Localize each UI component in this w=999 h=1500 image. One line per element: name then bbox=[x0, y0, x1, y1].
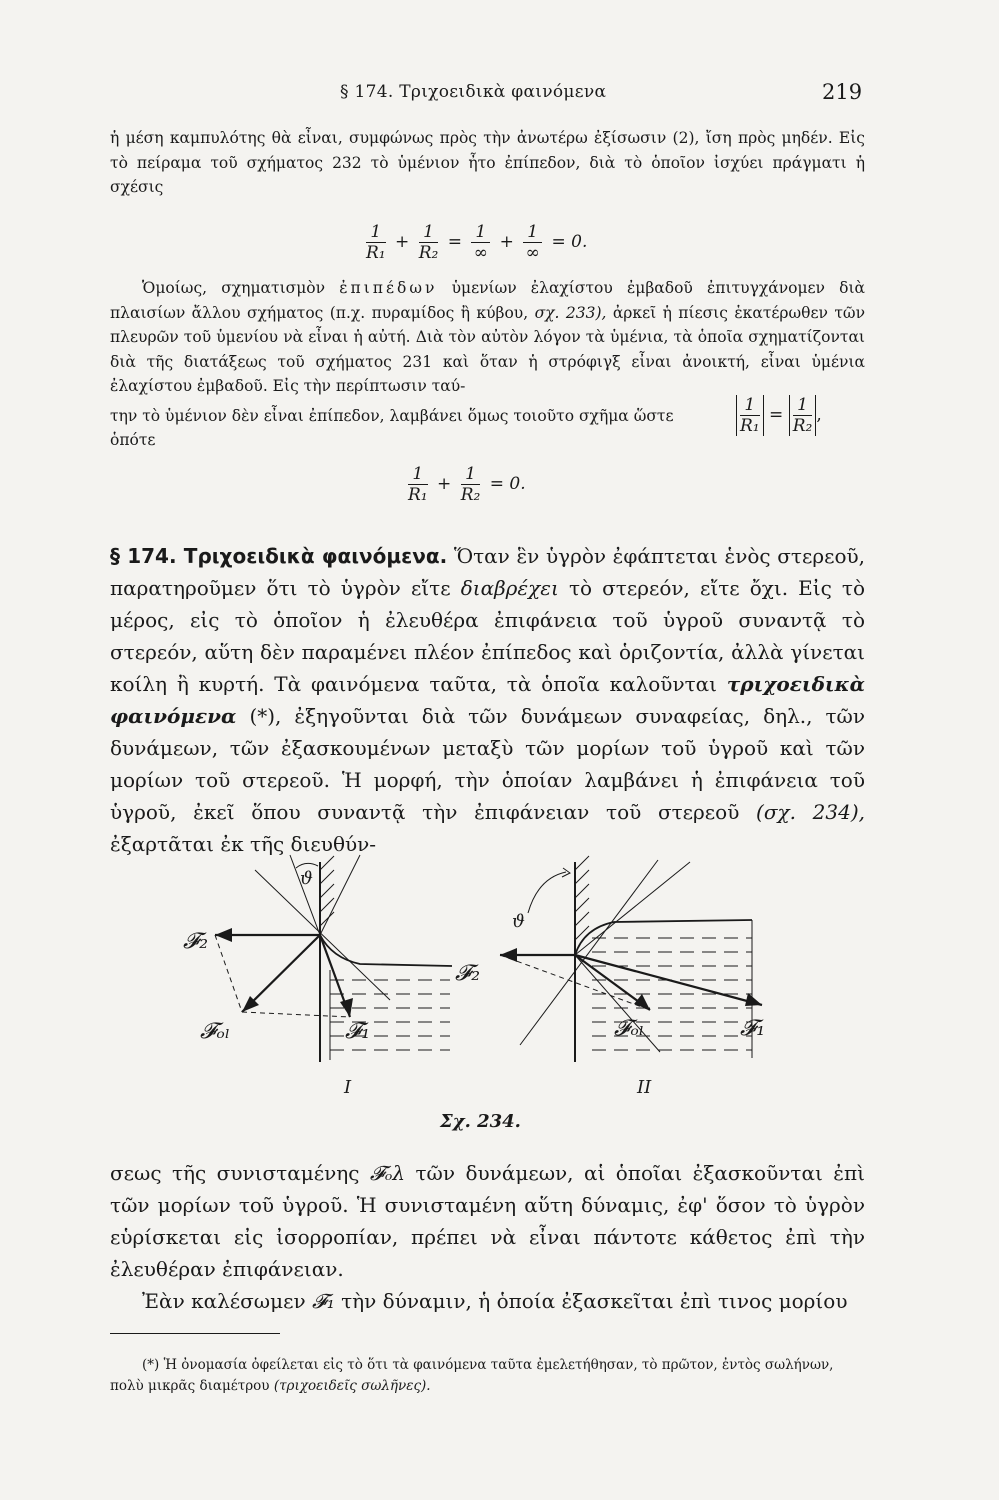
label-Fol-II: 𝓕ₒₗ bbox=[614, 1016, 645, 1041]
label-F2-II: 𝓕₂ bbox=[455, 961, 481, 986]
label-theta-I: ϑ bbox=[300, 868, 313, 889]
paragraph-bottom-1: σεως τῆς συνισταμένης 𝓕ₒλ τῶν δυνάμεων, αἱ ὁποῖαι ἐξασκοῦνται ἐπὶ τῶν μορίων τοῦ ὑγροῦ. Ἡ συνισταμένη αὕτη δύναμις, ἐφ' ὅσον τὸ ὑγρὸν εὑρίσκεται εἰς ἰσορροπίαν, πρέπει νὰ εἶναι πάντοτε κάθετος ἐπὶ τὴν ἐλευθέραν ἐπιφάνειαν. bbox=[110, 1161, 865, 1281]
header-title: § 174. Τριχοειδικὰ φαινόμενα bbox=[340, 82, 607, 102]
panel-label-II: II bbox=[637, 1077, 652, 1098]
footnote-rule bbox=[110, 1333, 280, 1334]
label-Fol-I: 𝓕ₒₗ bbox=[200, 1019, 231, 1044]
label-F1-II: 𝓕₁ bbox=[740, 1016, 766, 1041]
paragraph-bottom-2: Ἐὰν καλέσωμεν 𝓕₁ τὴν δύναμιν, ἡ ὁποία ἐξασκεῖται ἐπὶ τινος μορίου bbox=[142, 1289, 848, 1313]
section-174-text: § 174. Τριχοειδικὰ φαινόμενα. Ὅταν ἓν ὑγρὸν ἐφάπτεται ἑνὸς στερεοῦ, παρατηροῦμεν ὅτι τὸ ὑγρὸν εἴτε διαβρέχει τὸ στερεόν, εἴτε ὄχι. Εἰς τὸ μέρος, εἰς τὸ ὁποῖον ἡ ἐλευθέρα ἐπιφάνεια τοῦ ὑγροῦ συναντᾷ τὸ στερεόν, αὕτη δὲν παραμένει πλέον ἐπίπεδος καὶ ὁριζοντία, ἀλλὰ γίνεται κοίλη ἢ κυρτή. Τὰ φαινόμενα ταῦτα, τὰ ὁποῖα καλοῦνται τριχοειδικὰ φαινόμενα (*), ἐξηγοῦνται διὰ τῶν δυνάμεων συναφείας, δηλ., τῶν δυνάμεων, τῶν ἐξασκουμένων μεταξὺ τῶν μορίων τοῦ ὑγροῦ καὶ τῶν μορίων τοῦ στερεοῦ. Ἡ μορφή, τὴν ὁποίαν λαμβάνει ἡ ἐπιφάνεια τοῦ ὑγροῦ, ἐκεῖ ὅπου συναντᾷ τὴν ἐπιφάνειαν τοῦ στερεοῦ (σχ. 234), ἐξαρτᾶται ἐκ τῆς διευθύν- bbox=[110, 544, 866, 856]
equation-minimal-surface: $\frac{1}{\text{R₁}}$ + $\frac{1}{\text{R₂}}$ = 0. bbox=[408, 464, 526, 505]
paragraph-top-2-cont: την τὸ ὑμένιον δὲν εἶναι ἐπίπεδον, λαμβάνει ὅμως τοιοῦτο σχῆμα ὥστε bbox=[110, 407, 674, 425]
equation-abs-equal: $\frac{1}{\text{R₁}}$ = $\frac{1}{\text{R₂}}$ , bbox=[736, 395, 822, 436]
equation-flat-film: $\frac{1}{\text{R₁}}$ + $\frac{1}{\text{R₂}}$ = $\frac{1}{\infty}$ + $\frac{1}{\infty}$ = 0. bbox=[366, 222, 588, 263]
page-number: 219 bbox=[822, 80, 863, 104]
section-heading: § 174. Τριχοειδικὰ φαινόμενα. bbox=[110, 544, 448, 568]
label-F1-I: 𝓕₁ bbox=[345, 1019, 371, 1044]
paragraph-top-2: Ὁμοίως, σχηματισμὸν ἐπιπέδων ὑμενίων ἐλαχίστου ἐμβαδοῦ ἐπιτυγχάνομεν διὰ πλαισίων ἄλλου σχήματος (π.χ. πυραμίδος ἢ κύβου, σχ. 233), ἀρκεῖ ἡ πίεσις ἑκατέρωθεν τῶν πλευρῶν τοῦ ὑμενίου νὰ εἶναι ἡ αὐτή. Διὰ τὸν αὐτὸν λόγον τὰ ὑμένια, τὰ ὁποῖα σχηματίζονται διὰ τῆς διατάξεως τοῦ σχήματος 231 καὶ ὅταν ἡ στρόφιγξ εἶναι ἀνοικτή, εἶναι ὑμένια ἐλαχίστου ἐμβαδοῦ. Εἰς τὴν περίπτωσιν ταύ- bbox=[110, 279, 865, 396]
panel-label-I: I bbox=[344, 1077, 352, 1098]
paragraph-top-2-hoti: ὁπότε bbox=[110, 431, 156, 449]
label-F2-I: 𝓕₂ bbox=[183, 929, 209, 954]
panel-I-drawing bbox=[215, 855, 452, 1062]
label-theta-II: ϑ bbox=[512, 911, 525, 932]
figure-caption: Σχ. 234. bbox=[440, 1111, 521, 1132]
footnote: (*) Ἡ ὀνομασία ὀφείλεται εἰς τὸ ὅτι τὰ φαινόμενα ταῦτα ἐμελετήθησαν, τὸ πρῶτον, ἐντὸς σωλήνων, πολὺ μικρᾶς διαμέτρου (τριχοειδεῖς σωλῆνες). bbox=[110, 1357, 834, 1394]
figure-labels bbox=[183, 868, 765, 1132]
paragraph-top-1: ἡ μέση καμπυλότης θὰ εἶναι, συμφώνως πρὸς τὴν ἀνωτέρω ἐξίσωσιν (2), ἴση πρὸς μηδέν. Εἰς τὸ πείραμα τοῦ σχήματος 232 τὸ ὑμένιον ἦτο ἐπίπεδον, διὰ τὸ ὁποῖον ἰσχύει πράγματι ἡ σχέσις bbox=[110, 129, 865, 197]
